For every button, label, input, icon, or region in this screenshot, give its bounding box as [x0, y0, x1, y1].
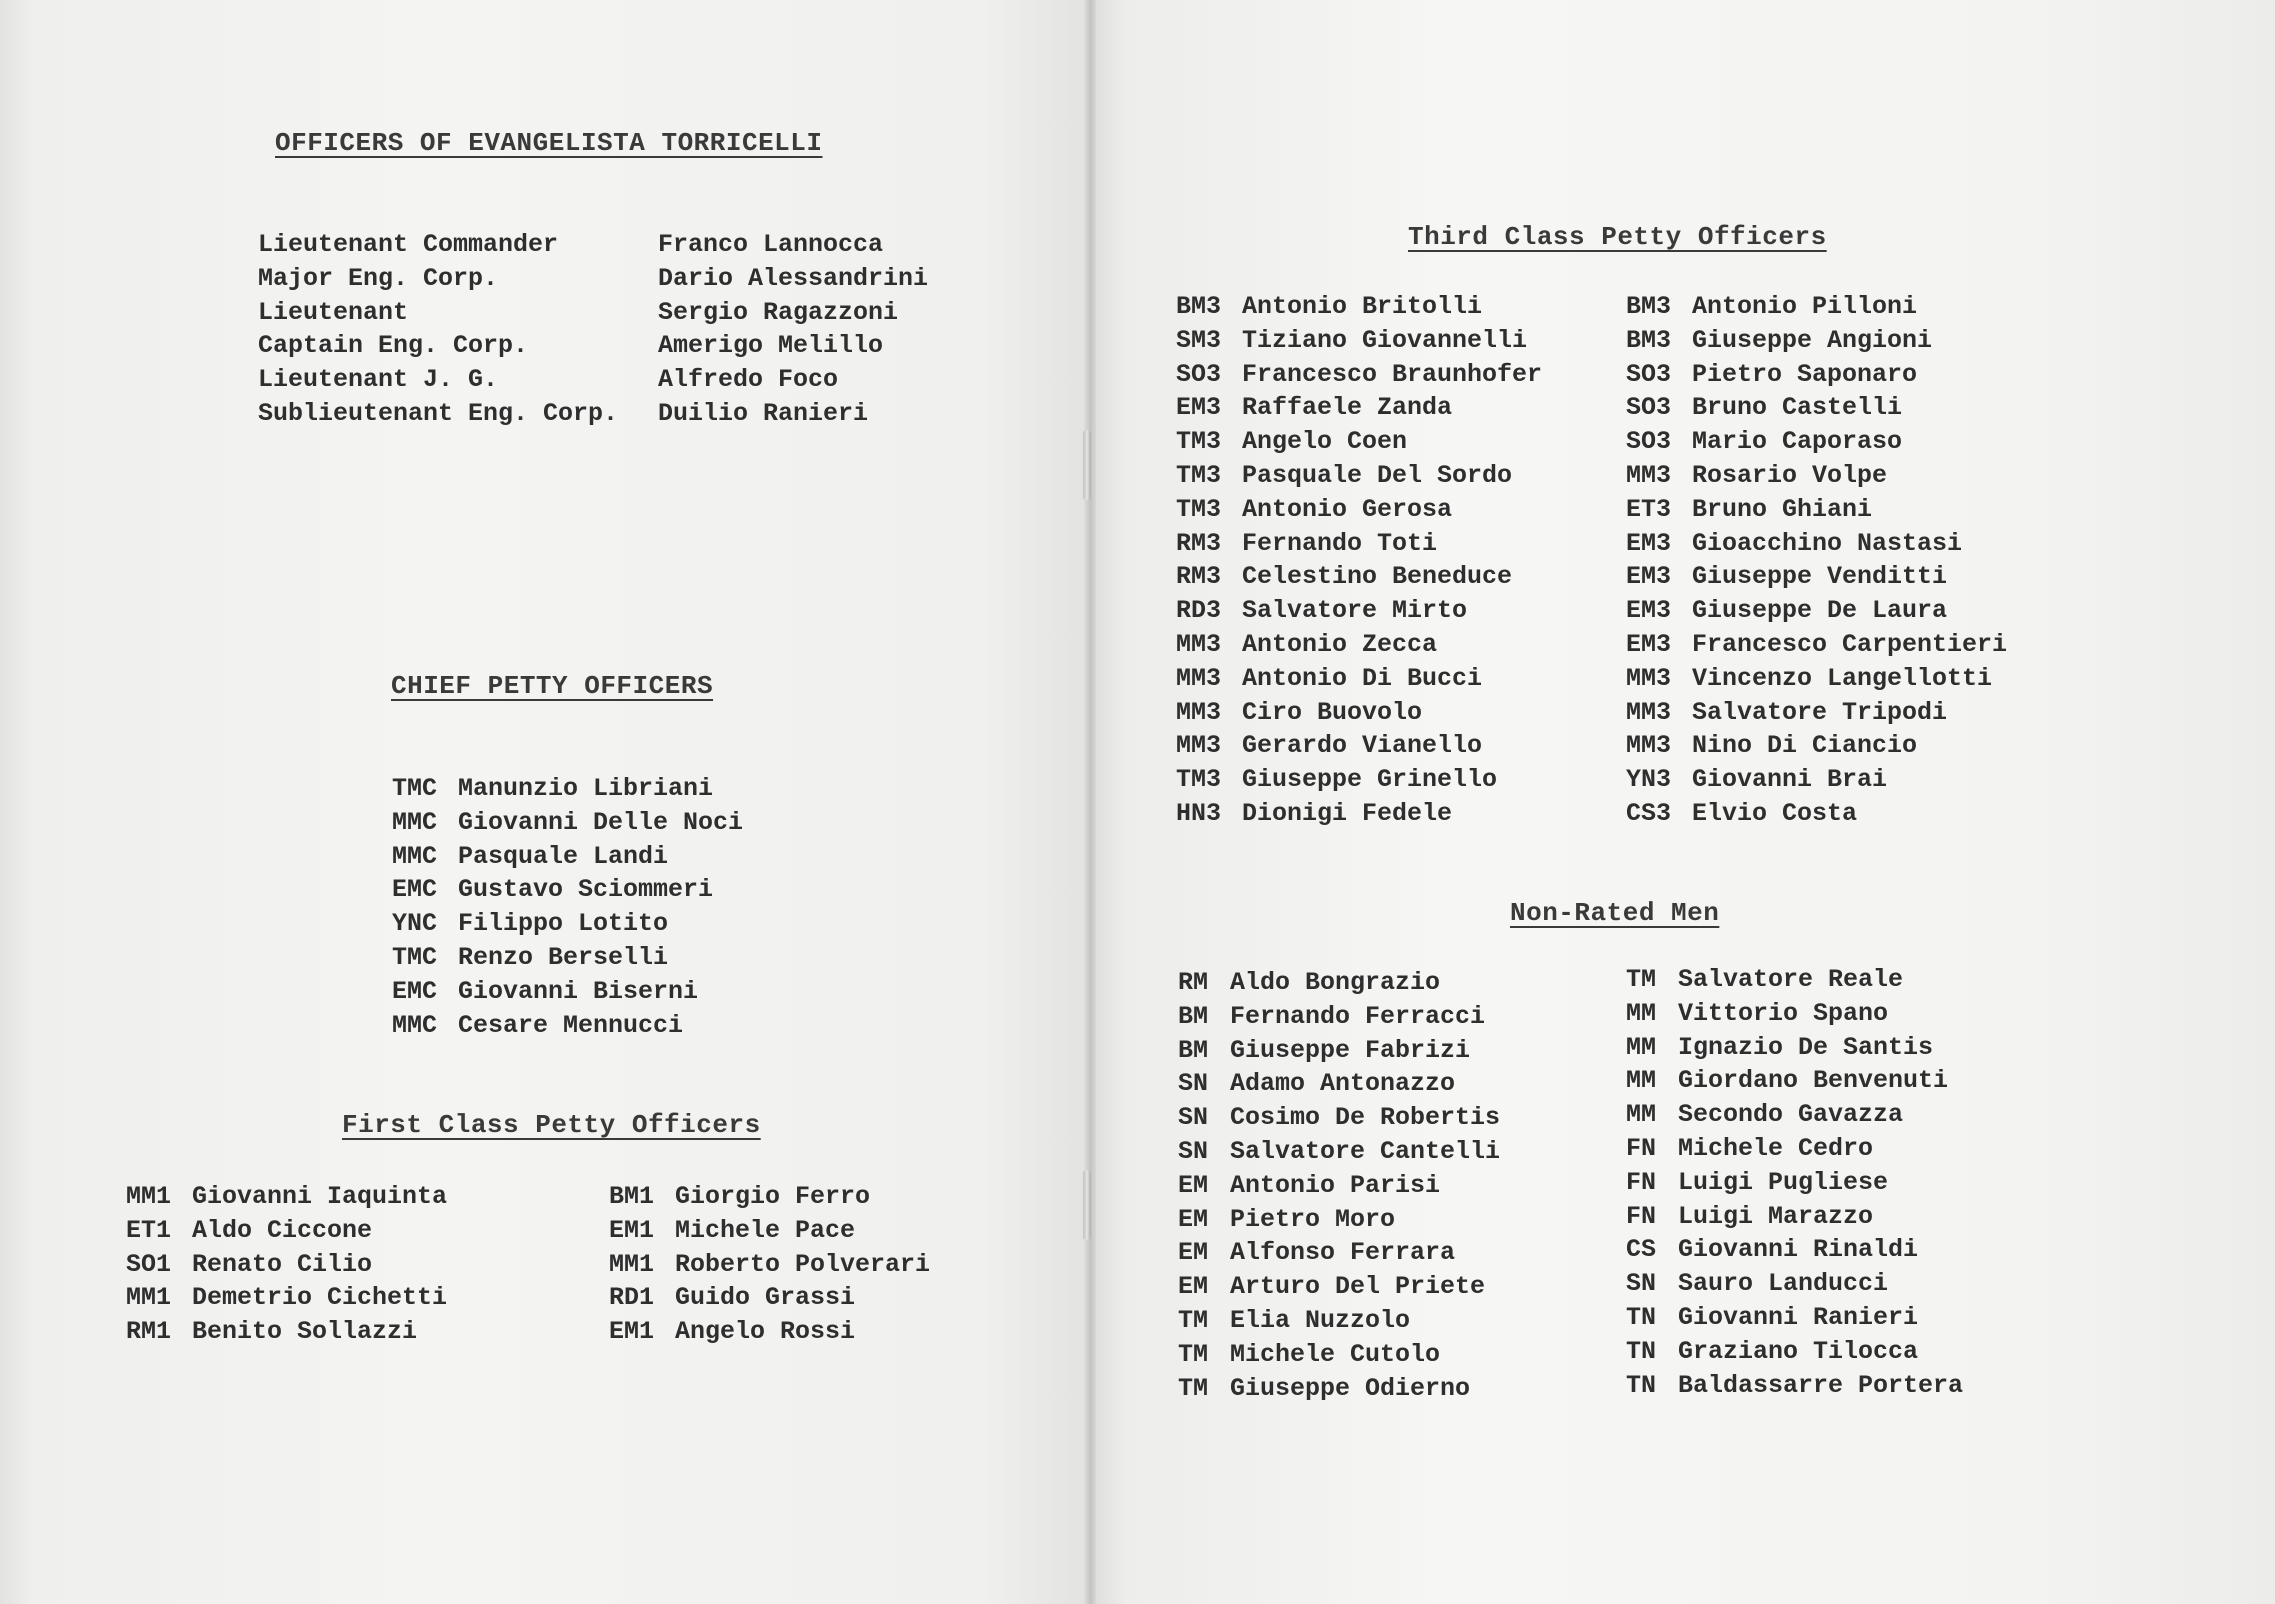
crew-name: Tiziano Giovannelli: [1242, 325, 1528, 355]
list-item: [1178, 1101, 1500, 1135]
non-rated-right-column: [1626, 963, 1963, 1402]
crew-name: Pasquale Landi: [458, 841, 669, 871]
crew-name: Salvatore Mirto: [1242, 596, 1468, 626]
booklet-spine: [1084, 0, 1096, 1604]
rank-code: SN: [1178, 1103, 1209, 1133]
list-item: [1626, 1031, 1963, 1065]
officer-name: Alfredo Foco: [658, 365, 839, 395]
list-item: [392, 907, 743, 941]
crew-name: Roberto Polverari: [675, 1249, 931, 1279]
third-class-right-column: [1626, 290, 2007, 831]
list-item: [1626, 1064, 1963, 1098]
rank-code: MM3: [1626, 731, 1672, 761]
crew-name: Gerardo Vianello: [1242, 731, 1483, 761]
officer-name: Sergio Ragazzoni: [658, 297, 899, 327]
officer-title: Sublieutenant Eng. Corp.: [258, 398, 619, 428]
crew-name: Giovanni Biserni: [458, 976, 699, 1006]
list-item: [1626, 1335, 1963, 1369]
list-item: [1176, 696, 1542, 730]
list-item: [1178, 1236, 1500, 1270]
list-item: [1626, 1166, 1963, 1200]
rank-code: MMC: [392, 807, 438, 837]
crew-name: Secondo Gavazza: [1678, 1100, 1904, 1130]
rank-code: RD1: [609, 1283, 655, 1313]
crew-name: Francesco Carpentieri: [1692, 629, 2008, 659]
list-item: [392, 1009, 743, 1043]
third-class-heading: Third Class Petty Officers: [1408, 222, 1827, 252]
rank-code: BM: [1178, 1001, 1209, 1031]
rank-code: MM1: [126, 1283, 172, 1313]
rank-code: RM3: [1176, 562, 1222, 592]
officers-titles: [258, 228, 618, 431]
crew-name: Luigi Marazzo: [1678, 1201, 1874, 1231]
rank-code: BM3: [1626, 325, 1672, 355]
rank-code: EM1: [609, 1317, 655, 1347]
crew-name: Salvatore Tripodi: [1692, 697, 1948, 727]
crew-name: Fernando Ferracci: [1230, 1001, 1486, 1031]
list-item: [1178, 1067, 1500, 1101]
rank-code: TN: [1626, 1336, 1657, 1366]
crew-name: Angelo Coen: [1242, 427, 1408, 457]
crew-name: Giovanni Ranieri: [1678, 1302, 1919, 1332]
crew-name: Antonio Britolli: [1242, 292, 1483, 321]
list-item: [126, 1180, 447, 1214]
crew-name: Giuseppe Angioni: [1692, 325, 1933, 355]
rank-code: TM3: [1176, 460, 1222, 490]
rank-code: MMC: [392, 841, 438, 871]
rank-code: ET3: [1626, 494, 1672, 524]
list-item: [609, 1248, 930, 1282]
rank-code: HN3: [1176, 798, 1222, 828]
list-item: [392, 873, 743, 907]
rank-code: EM1: [609, 1215, 655, 1245]
rank-code: MM3: [1176, 629, 1222, 659]
list-item: [1626, 729, 2007, 763]
crew-name: Michele Pace: [675, 1215, 856, 1245]
list-item: [1626, 560, 2007, 594]
crew-name: Giuseppe De Laura: [1692, 596, 1948, 626]
crew-name: Antonio Gerosa: [1242, 494, 1453, 524]
list-item: [1626, 763, 2007, 797]
list-item: [392, 806, 743, 840]
rank-code: TN: [1626, 1370, 1657, 1400]
chief-petty-officers-list: [392, 772, 743, 1042]
list-item: [1626, 1267, 1963, 1301]
list-item: [1626, 1098, 1963, 1132]
crew-name: Adamo Antonazzo: [1230, 1069, 1456, 1099]
rank-code: YN3: [1626, 765, 1672, 795]
list-item: [1626, 358, 2007, 392]
crew-name: Francesco Braunhofer: [1242, 359, 1543, 389]
officer-name: Amerigo Melillo: [658, 331, 884, 361]
rank-code: SO1: [126, 1249, 172, 1279]
crew-name: Manunzio Libriani: [458, 774, 714, 803]
list-item: [1626, 997, 1963, 1031]
rank-code: MM3: [1176, 731, 1222, 761]
officer-name: Dario Alessandrini: [658, 263, 929, 293]
list-item: [392, 975, 743, 1009]
rank-code: CS3: [1626, 798, 1672, 828]
officer-title: Lieutenant Commander: [258, 230, 559, 259]
crew-name: Elvio Costa: [1692, 798, 1858, 828]
staple: [1083, 430, 1091, 500]
list-item: [1176, 358, 1542, 392]
non-rated-heading: Non-Rated Men: [1510, 898, 1720, 928]
rank-code: MM3: [1176, 663, 1222, 693]
list-item: [126, 1281, 447, 1315]
first-class-heading: First Class Petty Officers: [342, 1110, 761, 1140]
crew-name: Gustavo Sciommeri: [458, 875, 714, 905]
rank-code: BM3: [1626, 292, 1672, 321]
crew-name: Nino Di Ciancio: [1692, 731, 1918, 761]
rank-code: MM: [1626, 1032, 1657, 1062]
rank-code: MM1: [609, 1249, 655, 1279]
list-item: [1178, 1169, 1500, 1203]
list-item: [1626, 797, 2007, 831]
rank-code: EM: [1178, 1238, 1209, 1268]
rank-code: EMC: [392, 875, 438, 905]
rank-code: SN: [1626, 1269, 1657, 1299]
crew-name: Giuseppe Odierno: [1230, 1373, 1471, 1403]
crew-name: Elia Nuzzolo: [1230, 1305, 1411, 1335]
rank-code: TMC: [392, 942, 438, 972]
first-class-left-column: [126, 1180, 447, 1349]
crew-name: Antonio Parisi: [1230, 1170, 1441, 1200]
crew-name: Pasquale Del Sordo: [1242, 460, 1513, 490]
crew-name: Cosimo De Robertis: [1230, 1103, 1501, 1133]
crew-name: Filippo Lotito: [458, 909, 669, 939]
rank-code: MM1: [126, 1182, 172, 1211]
rank-code: TM: [1626, 965, 1657, 994]
rank-code: SO3: [1626, 359, 1672, 389]
rank-code: MM: [1626, 998, 1657, 1028]
crew-name: Giovanni Brai: [1692, 765, 1888, 795]
rank-code: RD3: [1176, 596, 1222, 626]
list-item: [1176, 425, 1542, 459]
rank-code: RM: [1178, 968, 1209, 997]
list-item: [609, 1281, 930, 1315]
rank-code: EM: [1178, 1170, 1209, 1200]
list-item: [1178, 1338, 1500, 1372]
officer-title: Captain Eng. Corp.: [258, 331, 529, 361]
crew-name: Antonio Pilloni: [1692, 292, 1918, 321]
rank-code: EM3: [1626, 596, 1672, 626]
rank-code: EM3: [1626, 629, 1672, 659]
rank-code: EM3: [1626, 528, 1672, 558]
crew-name: Arturo Del Priete: [1230, 1272, 1486, 1302]
rank-code: MM3: [1176, 697, 1222, 727]
list-item: [1626, 459, 2007, 493]
crew-name: Guido Grassi: [675, 1283, 856, 1313]
rank-code: CS: [1626, 1235, 1657, 1265]
list-item: [1176, 628, 1542, 662]
list-item: [1626, 425, 2007, 459]
crew-name: Graziano Tilocca: [1678, 1336, 1919, 1366]
crew-name: Vincenzo Langellotti: [1692, 663, 1993, 693]
list-item: [1626, 493, 2007, 527]
crew-name: Luigi Pugliese: [1678, 1167, 1889, 1197]
crew-name: Ignazio De Santis: [1678, 1032, 1934, 1062]
rank-code: TM3: [1176, 427, 1222, 457]
officers-names: [658, 228, 928, 431]
rank-code: TM: [1178, 1373, 1209, 1403]
list-item: [1626, 1369, 1963, 1403]
rank-code: TM3: [1176, 494, 1222, 524]
list-item: [1626, 290, 2007, 324]
list-item: [1178, 1304, 1500, 1338]
rank-code: EM3: [1626, 562, 1672, 592]
list-item: [1626, 1200, 1963, 1234]
crew-name: Alfonso Ferrara: [1230, 1238, 1456, 1268]
rank-code: BM3: [1176, 292, 1222, 321]
list-item: [392, 772, 743, 806]
rank-code: SO3: [1176, 359, 1222, 389]
rank-code: FN: [1626, 1133, 1657, 1163]
crew-name: Vittorio Spano: [1678, 998, 1889, 1028]
officer-title: Lieutenant: [258, 297, 409, 327]
list-item: [1176, 662, 1542, 696]
list-item: [1176, 324, 1542, 358]
list-item: [609, 1315, 930, 1349]
rank-code: SN: [1178, 1069, 1209, 1099]
crew-name: Bruno Castelli: [1692, 393, 1903, 423]
list-item: [1626, 963, 1963, 997]
list-item: [1176, 459, 1542, 493]
crew-name: Demetrio Cichetti: [192, 1283, 448, 1313]
officer-title: Lieutenant J. G.: [258, 365, 499, 395]
rank-code: TMC: [392, 774, 438, 803]
crew-name: Angelo Rossi: [675, 1317, 856, 1347]
crew-name: Michele Cedro: [1678, 1133, 1874, 1163]
officer-title: Major Eng. Corp.: [258, 263, 499, 293]
right-page: [1090, 0, 2275, 1604]
officers-heading: OFFICERS OF EVANGELISTA TORRICELLI: [275, 128, 823, 158]
crew-name: Giovanni Iaquinta: [192, 1182, 448, 1211]
list-item: [1178, 1034, 1500, 1068]
crew-name: Antonio Zecca: [1242, 629, 1438, 659]
crew-name: Renzo Berselli: [458, 942, 669, 972]
non-rated-left-column: [1178, 966, 1500, 1405]
list-item: [126, 1214, 447, 1248]
list-item: [1626, 594, 2007, 628]
rank-code: MMC: [392, 1010, 438, 1040]
list-item: [1626, 324, 2007, 358]
list-item: [392, 941, 743, 975]
crew-name: Aldo Bongrazio: [1230, 968, 1441, 997]
left-page: [0, 0, 1090, 1604]
rank-code: MM3: [1626, 663, 1672, 693]
list-item: [1626, 527, 2007, 561]
crew-name: Giovanni Delle Noci: [458, 807, 744, 837]
list-item: [1178, 1135, 1500, 1169]
rank-code: SN: [1178, 1136, 1209, 1166]
crew-name: Giovanni Rinaldi: [1678, 1235, 1919, 1265]
list-item: [1626, 391, 2007, 425]
rank-code: BM1: [609, 1182, 655, 1211]
first-class-right-column: [609, 1180, 930, 1349]
list-item: [1626, 628, 2007, 662]
chief-petty-officers-heading: CHIEF PETTY OFFICERS: [391, 671, 714, 701]
list-item: [1626, 1301, 1963, 1335]
crew-name: Salvatore Cantelli: [1230, 1136, 1501, 1166]
rank-code: MM: [1626, 1100, 1657, 1130]
crew-name: Michele Cutolo: [1230, 1339, 1441, 1369]
rank-code: FN: [1626, 1167, 1657, 1197]
rank-code: MM3: [1626, 460, 1672, 490]
crew-name: Mario Caporaso: [1692, 427, 1903, 457]
third-class-left-column: [1176, 290, 1542, 831]
crew-name: Sauro Landucci: [1678, 1269, 1889, 1299]
crew-name: Fernando Toti: [1242, 528, 1438, 558]
list-item: [1176, 560, 1542, 594]
list-item: [392, 840, 743, 874]
crew-name: Dionigi Fedele: [1242, 798, 1453, 828]
rank-code: FN: [1626, 1201, 1657, 1231]
list-item: [1176, 493, 1542, 527]
rank-code: ET1: [126, 1215, 172, 1245]
rank-code: RM3: [1176, 528, 1222, 558]
rank-code: TM3: [1176, 765, 1222, 795]
crew-name: Renato Cilio: [192, 1249, 373, 1279]
crew-name: Giorgio Ferro: [675, 1182, 871, 1211]
crew-name: Rosario Volpe: [1692, 460, 1888, 490]
staple: [1083, 1170, 1091, 1240]
list-item: [1176, 391, 1542, 425]
crew-name: Giuseppe Fabrizi: [1230, 1035, 1471, 1065]
list-item: [1626, 696, 2007, 730]
crew-name: Bruno Ghiani: [1692, 494, 1873, 524]
rank-code: TM: [1178, 1305, 1209, 1335]
list-item: [1178, 1270, 1500, 1304]
rank-code: TN: [1626, 1302, 1657, 1332]
rank-code: MM3: [1626, 697, 1672, 727]
list-item: [1626, 1233, 1963, 1267]
officer-name: Franco Lannocca: [658, 230, 884, 259]
list-item: [1178, 1000, 1500, 1034]
crew-name: Pietro Saponaro: [1692, 359, 1918, 389]
list-item: [1178, 966, 1500, 1000]
crew-name: Giuseppe Venditti: [1692, 562, 1948, 592]
list-item: [126, 1248, 447, 1282]
rank-code: SO3: [1626, 427, 1672, 457]
crew-name: Salvatore Reale: [1678, 965, 1904, 994]
crew-name: Gioacchino Nastasi: [1692, 528, 1963, 558]
crew-name: Giuseppe Grinello: [1242, 765, 1498, 795]
rank-code: EM: [1178, 1204, 1209, 1234]
crew-name: Giordano Benvenuti: [1678, 1066, 1949, 1096]
rank-code: MM: [1626, 1066, 1657, 1096]
crew-name: Benito Sollazzi: [192, 1317, 418, 1347]
crew-name: Baldassarre Portera: [1678, 1370, 1964, 1400]
rank-code: EMC: [392, 976, 438, 1006]
rank-code: TM: [1178, 1339, 1209, 1369]
rank-code: EM: [1178, 1272, 1209, 1302]
list-item: [1176, 527, 1542, 561]
list-item: [609, 1214, 930, 1248]
list-item: [609, 1180, 930, 1214]
officer-name: Duilio Ranieri: [658, 398, 869, 428]
list-item: [1626, 1132, 1963, 1166]
crew-name: Aldo Ciccone: [192, 1215, 373, 1245]
rank-code: SM3: [1176, 325, 1222, 355]
rank-code: SO3: [1626, 393, 1672, 423]
list-item: [1176, 797, 1542, 831]
list-item: [1176, 594, 1542, 628]
list-item: [1176, 729, 1542, 763]
crew-name: Antonio Di Bucci: [1242, 663, 1483, 693]
crew-name: Ciro Buovolo: [1242, 697, 1423, 727]
crew-name: Pietro Moro: [1230, 1204, 1396, 1234]
rank-code: YNC: [392, 909, 438, 939]
rank-code: BM: [1178, 1035, 1209, 1065]
crew-name: Raffaele Zanda: [1242, 393, 1453, 423]
list-item: [1178, 1372, 1500, 1406]
list-item: [1176, 763, 1542, 797]
rank-code: EM3: [1176, 393, 1222, 423]
crew-name: Celestino Beneduce: [1242, 562, 1513, 592]
list-item: [126, 1315, 447, 1349]
crew-name: Cesare Mennucci: [458, 1010, 684, 1040]
rank-code: RM1: [126, 1317, 172, 1347]
list-item: [1178, 1203, 1500, 1237]
list-item: [1626, 662, 2007, 696]
list-item: [1176, 290, 1542, 324]
